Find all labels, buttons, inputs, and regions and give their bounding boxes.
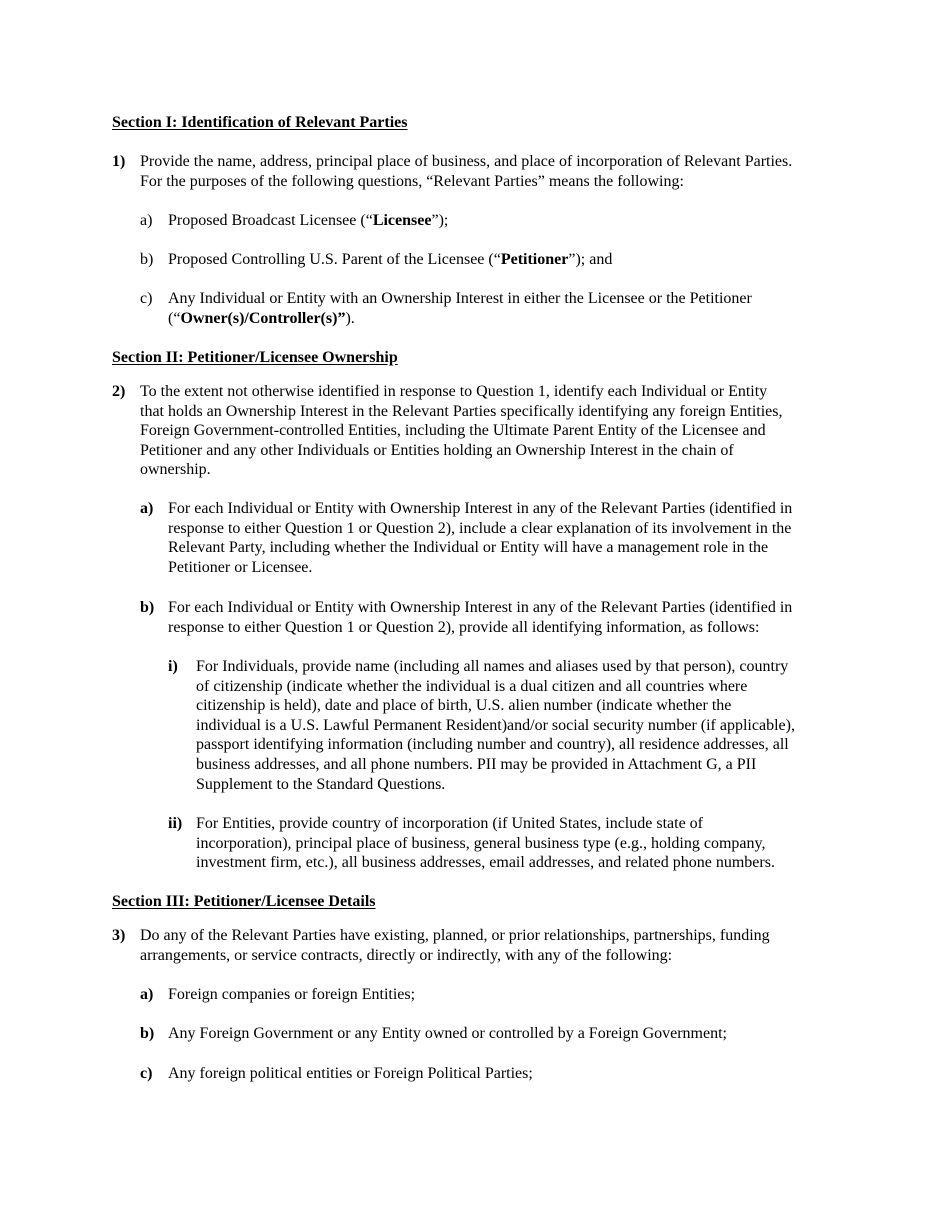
item-numeral: ii) xyxy=(168,815,183,832)
item-letter: c) xyxy=(140,1065,153,1082)
text-run: ”); and xyxy=(568,251,613,268)
text-line: ownership. xyxy=(140,461,211,479)
question-text xyxy=(140,926,840,965)
question-text xyxy=(140,152,870,191)
defined-term: Petitioner xyxy=(500,251,569,268)
text-run: Proposed Broadcast Licensee (“ xyxy=(168,212,373,229)
question-number: 3) xyxy=(112,927,126,944)
item-text xyxy=(168,289,848,328)
text-line: For each Individual or Entity with Ownership Interest in any of the Relevant Parties (identified in xyxy=(168,599,793,616)
section-3-heading: Section III: Petitioner/Licensee Details xyxy=(112,893,376,910)
text-line xyxy=(168,309,848,329)
text-line: Any Individual or Entity with an Ownership Interest in either the Licensee or the Petitioner xyxy=(168,290,752,307)
item-letter: b) xyxy=(140,599,155,616)
text-line: investment firm, etc.), all business addresses, email addresses, and related phone numbers. xyxy=(196,854,775,872)
item-text xyxy=(168,598,848,637)
text-run: (“ xyxy=(168,309,181,327)
item-text: Any foreign political entities or Foreign Political Parties; xyxy=(168,1065,533,1082)
text-line: For the purposes of the following questions, “Relevant Parties” means the following: xyxy=(140,172,684,190)
item-letter: c) xyxy=(140,290,153,307)
text-line: Relevant Party, including whether the Individual or Entity will have a management role in the xyxy=(168,539,769,557)
question-number: 2) xyxy=(112,383,126,400)
defined-term: Licensee xyxy=(372,212,432,229)
text-run: ). xyxy=(345,309,355,327)
text-line: For each Individual or Entity with Ownership Interest in any of the Relevant Parties (identified in xyxy=(168,500,793,517)
text-line: of citizenship (indicate whether the individual is a dual citizen and all countries where xyxy=(196,677,748,695)
text-line: passport identifying information (including number and country), all residence addresses, all xyxy=(196,736,789,754)
question-text xyxy=(140,382,840,480)
item-text xyxy=(168,211,848,231)
item-text xyxy=(168,499,848,577)
item-text: Any Foreign Government or any Entity owned or controlled by a Foreign Government; xyxy=(168,1025,727,1042)
text-line: Petitioner or Licensee. xyxy=(168,558,313,576)
item-numeral: i) xyxy=(168,658,178,675)
text-line: individual is a U.S. Lawful Permanent Resident)and/or social security number (if applicable), xyxy=(196,716,795,734)
text-run: ”); xyxy=(431,212,449,229)
item-letter: a) xyxy=(140,986,154,1003)
text-run: Proposed Controlling U.S. Parent of the Licensee (“ xyxy=(168,251,501,268)
item-letter: b) xyxy=(140,251,154,268)
item-letter: b) xyxy=(140,1025,155,1042)
item-text xyxy=(196,657,841,794)
section-2-heading: Section II: Petitioner/Licensee Ownership xyxy=(112,349,398,366)
text-line: business addresses, and all phone numbers. PII may be provided in Attachment G, a PII xyxy=(196,755,757,773)
text-line: For Individuals, provide name (including all names and aliases used by that person), country xyxy=(196,658,789,675)
text-line: Provide the name, address, principal place of business, and place of incorporation of Relevant Parties. xyxy=(140,153,793,170)
text-line: citizenship is held), date and place of birth, U.S. alien number (indicate whether the xyxy=(196,697,732,715)
text-line: Foreign Government-controlled Entities, including the Ultimate Parent Entity of the Licensee and xyxy=(140,422,766,440)
defined-term: Owner(s)/Controller(s)” xyxy=(180,309,346,327)
text-line: For Entities, provide country of incorporation (if United States, include state of xyxy=(196,815,703,832)
text-line: Supplement to the Standard Questions. xyxy=(196,775,446,793)
section-1-heading: Section I: Identification of Relevant Parties xyxy=(112,114,408,131)
item-letter: a) xyxy=(140,500,154,517)
text-line: that holds an Ownership Interest in the Relevant Parties specifically identifying any foreign Entities, xyxy=(140,402,783,420)
item-text: Foreign companies or foreign Entities; xyxy=(168,986,416,1003)
text-line: incorporation), principal place of business, general business type (e.g., holding company, xyxy=(196,834,766,852)
question-number: 1) xyxy=(112,153,126,170)
text-line: arrangements, or service contracts, directly or indirectly, with any of the following: xyxy=(140,946,673,964)
text-line: response to either Question 1 or Question 2), provide all identifying information, as follows: xyxy=(168,618,760,636)
text-line: To the extent not otherwise identified in response to Question 1, identify each Individual or Entity xyxy=(140,383,768,400)
text-line: response to either Question 1 or Question 2), include a clear explanation of its involvement in the xyxy=(168,519,792,537)
text-line: Petitioner and any other Individuals or Entities holding an Ownership Interest in the chain of xyxy=(140,441,734,459)
item-letter: a) xyxy=(140,212,153,229)
item-text xyxy=(168,250,848,270)
item-text xyxy=(196,814,841,873)
text-line: Do any of the Relevant Parties have existing, planned, or prior relationships, partnerships, funding xyxy=(140,927,770,944)
